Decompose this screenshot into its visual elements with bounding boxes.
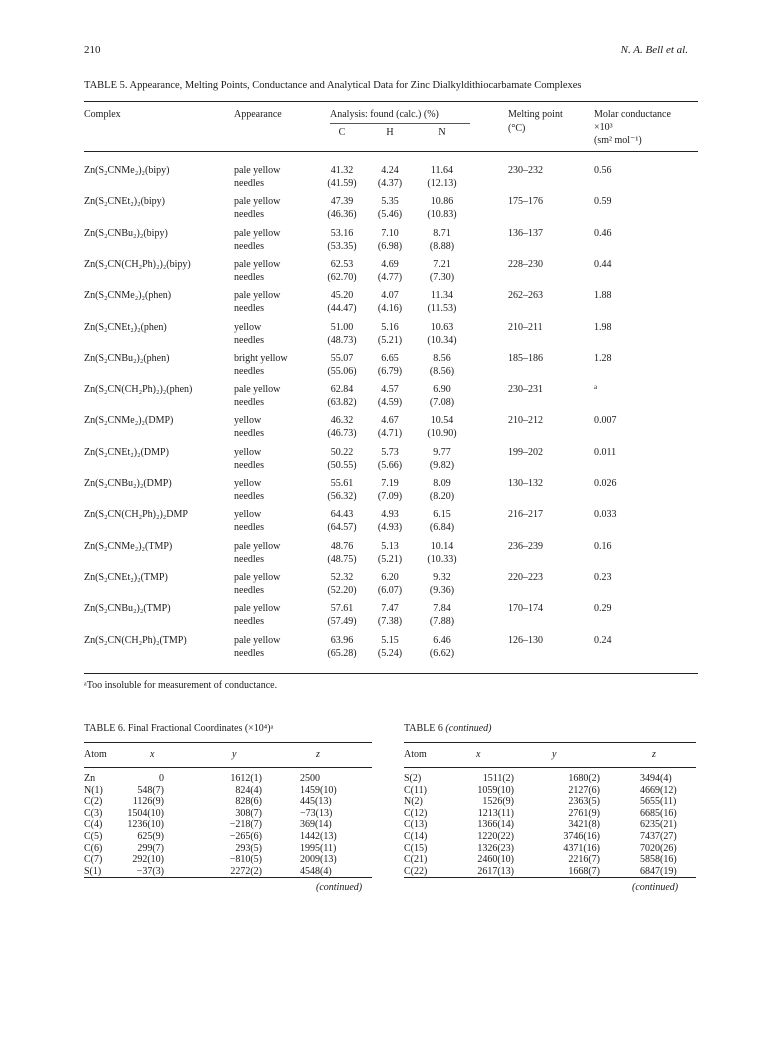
carbon-calc: (64.57) bbox=[327, 522, 357, 534]
atom-label: C(2) bbox=[84, 796, 103, 808]
nitrogen-found: 11.34 bbox=[430, 290, 454, 302]
table5-bottom-rule bbox=[84, 673, 698, 674]
molar-conductance: 0.026 bbox=[594, 478, 617, 489]
appearance-form: needles bbox=[234, 616, 264, 628]
atom-label: C(11) bbox=[404, 784, 427, 796]
table5-header-n: N bbox=[438, 127, 446, 138]
nitrogen-found: 6.46 bbox=[433, 634, 451, 646]
nitrogen-calc: (7.30) bbox=[429, 271, 455, 283]
table5-analysis-rule bbox=[330, 123, 470, 124]
melting-point: 175–176 bbox=[508, 196, 543, 208]
table5-header-analysis: Analysis: found (calc.) (%) bbox=[330, 109, 439, 120]
coord-x: 1526(9) bbox=[482, 796, 514, 808]
complex-name: Zn(S₂CNBu₂)₂(DMP) bbox=[84, 478, 172, 489]
coord-z: 6685(16) bbox=[640, 807, 677, 819]
table5-header-molar-conductance: Molar conductance bbox=[594, 109, 671, 120]
appearance-form: needles bbox=[234, 271, 264, 283]
table6-right-header-rule bbox=[404, 767, 696, 768]
nitrogen-found: 6.90 bbox=[433, 384, 451, 396]
molar-conductance: 1.28 bbox=[594, 352, 612, 364]
carbon-found: 45.20 bbox=[330, 290, 354, 302]
coord-y: 1612(1) bbox=[230, 773, 262, 784]
appearance-color: yellow bbox=[234, 509, 262, 521]
melting-point: 126–130 bbox=[508, 634, 543, 646]
coord-y: 1680(2) bbox=[568, 773, 600, 784]
carbon-calc: (57.49) bbox=[327, 616, 357, 628]
carbon-calc: (48.75) bbox=[327, 553, 357, 565]
table6-left-top-rule bbox=[84, 742, 372, 743]
coord-x: 1236(10) bbox=[127, 819, 164, 831]
appearance-form: needles bbox=[234, 491, 264, 502]
coord-z: 6235(21) bbox=[640, 819, 677, 831]
complex-name: Zn(S₂CNBu₂)₂(bipy) bbox=[84, 227, 168, 239]
appearance-color: pale yellow bbox=[234, 290, 281, 302]
hydrogen-found: 6.65 bbox=[381, 352, 399, 364]
hydrogen-found: 6.20 bbox=[381, 571, 399, 583]
carbon-found: 62.84 bbox=[330, 384, 354, 396]
table5-header-molar-unit: (sm² mol⁻¹) bbox=[594, 135, 642, 146]
coord-z: 369(14) bbox=[300, 819, 332, 831]
nitrogen-calc: (10.34) bbox=[427, 334, 457, 346]
hydrogen-found: 4.24 bbox=[381, 165, 399, 176]
nitrogen-calc: (10.83) bbox=[427, 209, 457, 221]
coord-z: 4548(4) bbox=[300, 865, 332, 877]
coord-z: 7020(26) bbox=[640, 842, 677, 854]
coord-x: 292(10) bbox=[132, 854, 164, 866]
melting-point: 136–137 bbox=[508, 227, 543, 239]
melting-point: 262–263 bbox=[508, 290, 543, 302]
melting-point: 185–186 bbox=[508, 352, 543, 364]
atom-label: C(3) bbox=[84, 807, 103, 819]
carbon-calc: (52.20) bbox=[327, 584, 357, 596]
nitrogen-calc: (9.36) bbox=[429, 584, 455, 596]
hydrogen-calc: (4.77) bbox=[377, 271, 403, 283]
coord-x: 1504(10) bbox=[127, 807, 164, 819]
complex-name: Zn(S₂CNEt₂)₂(TMP) bbox=[84, 571, 168, 583]
nitrogen-calc: (10.90) bbox=[427, 428, 457, 440]
appearance-color: pale yellow bbox=[234, 258, 281, 270]
carbon-calc: (62.70) bbox=[327, 271, 357, 283]
atom-label: C(15) bbox=[404, 842, 428, 854]
melting-point: 130–132 bbox=[508, 478, 543, 489]
carbon-calc: (63.82) bbox=[327, 397, 357, 409]
nitrogen-found: 7.84 bbox=[433, 603, 451, 615]
table6-left-continued: (continued) bbox=[316, 882, 363, 893]
molar-conductance: 1.88 bbox=[594, 290, 612, 302]
coord-y: 2761(9) bbox=[568, 807, 600, 819]
atom-label: C(12) bbox=[404, 807, 428, 819]
melting-point: 199–202 bbox=[508, 446, 543, 458]
nitrogen-found: 7.21 bbox=[433, 258, 451, 270]
carbon-found: 41.32 bbox=[330, 165, 354, 176]
atom-label: S(1) bbox=[84, 865, 102, 877]
table5-header-mp-unit: (°C) bbox=[508, 123, 526, 134]
carbon-found: 53.16 bbox=[330, 227, 354, 239]
melting-point: 230–231 bbox=[508, 384, 543, 396]
nitrogen-found: 10.14 bbox=[430, 540, 454, 552]
melting-point: 170–174 bbox=[508, 603, 543, 615]
complex-name: Zn(S₂CN(CH₂Ph)₂)₂(bipy) bbox=[84, 258, 191, 270]
table6-right-bottom-rule bbox=[404, 877, 696, 878]
carbon-calc: (53.35) bbox=[327, 240, 357, 252]
table6-left-header-z: z bbox=[316, 749, 320, 760]
nitrogen-found: 10.86 bbox=[430, 196, 454, 208]
carbon-found: 55.07 bbox=[330, 352, 354, 364]
carbon-calc: (48.73) bbox=[327, 334, 357, 346]
atom-label: C(7) bbox=[84, 854, 103, 866]
nitrogen-found: 8.09 bbox=[433, 478, 451, 489]
coord-x: 1366(14) bbox=[477, 819, 514, 831]
appearance-form: needles bbox=[234, 647, 264, 659]
appearance-color: bright yellow bbox=[234, 352, 288, 364]
coord-x: 1326(23) bbox=[477, 842, 514, 854]
coord-z: 445(13) bbox=[300, 796, 332, 808]
atom-label: C(5) bbox=[84, 831, 103, 842]
hydrogen-calc: (7.38) bbox=[377, 616, 403, 628]
nitrogen-calc: (7.08) bbox=[429, 397, 455, 409]
coord-z: 5858(16) bbox=[640, 854, 677, 866]
carbon-found: 63.96 bbox=[330, 634, 354, 646]
hydrogen-found: 4.57 bbox=[381, 384, 399, 396]
hydrogen-calc: (4.16) bbox=[377, 303, 403, 315]
table6-left-header-atom: Atom bbox=[84, 749, 107, 760]
coord-y: 293(5) bbox=[235, 842, 262, 854]
nitrogen-found: 9.32 bbox=[433, 571, 451, 583]
coord-z: 1442(13) bbox=[300, 831, 337, 842]
hydrogen-calc: (7.09) bbox=[377, 491, 403, 502]
table6-right-header-x: x bbox=[476, 749, 481, 760]
table6-cont-caption-note: (continued) bbox=[445, 723, 492, 734]
appearance-color: pale yellow bbox=[234, 227, 281, 239]
hydrogen-found: 4.93 bbox=[381, 509, 399, 521]
coord-y: 308(7) bbox=[235, 807, 262, 819]
coord-x: 548(7) bbox=[137, 784, 164, 796]
carbon-found: 55.61 bbox=[330, 478, 354, 489]
appearance-form: needles bbox=[234, 584, 264, 596]
carbon-found: 64.43 bbox=[330, 509, 354, 521]
melting-point: 228–230 bbox=[508, 258, 543, 270]
complex-name: Zn(S₂CN(CH₂Ph)₂)₂DMP bbox=[84, 509, 188, 521]
hydrogen-calc: (5.46) bbox=[377, 209, 403, 221]
appearance-form: needles bbox=[234, 522, 264, 534]
appearance-form: needles bbox=[234, 553, 264, 565]
coord-y: 2216(7) bbox=[568, 854, 600, 866]
carbon-found: 62.53 bbox=[330, 258, 354, 270]
hydrogen-calc: (6.79) bbox=[377, 365, 403, 377]
molar-conductance: 0.033 bbox=[594, 509, 617, 521]
table5-header-complex: Complex bbox=[84, 109, 121, 120]
coord-y: 3746(16) bbox=[563, 831, 600, 842]
molar-conductance: 0.29 bbox=[594, 603, 612, 615]
appearance-form: needles bbox=[234, 365, 264, 377]
hydrogen-found: 5.73 bbox=[381, 446, 399, 458]
nitrogen-found: 6.15 bbox=[433, 509, 451, 521]
carbon-calc: (46.36) bbox=[327, 209, 357, 221]
coord-y: 2127(6) bbox=[568, 784, 600, 796]
atom-label: N(1) bbox=[84, 784, 103, 796]
coord-x: 299(7) bbox=[137, 842, 164, 854]
nitrogen-calc: (11.53) bbox=[427, 303, 457, 315]
hydrogen-found: 7.47 bbox=[381, 603, 399, 615]
nitrogen-calc: (8.20) bbox=[429, 491, 455, 502]
carbon-calc: (50.55) bbox=[327, 459, 357, 471]
carbon-calc: (46.73) bbox=[327, 428, 357, 440]
coord-z: 5655(11) bbox=[640, 796, 677, 808]
table6-right-header-atom: Atom bbox=[404, 749, 427, 760]
coord-z: 2500 bbox=[300, 773, 320, 784]
complex-name: Zn(S₂CNMe₂)₂(bipy) bbox=[84, 165, 170, 176]
hydrogen-calc: (5.21) bbox=[377, 334, 403, 346]
hydrogen-found: 4.69 bbox=[381, 258, 399, 270]
hydrogen-found: 5.15 bbox=[381, 634, 399, 646]
table6-left-header-x: x bbox=[150, 749, 155, 760]
coord-x: 0 bbox=[159, 773, 164, 784]
molar-conductance: 0.59 bbox=[594, 196, 612, 208]
coord-z: 4669(12) bbox=[640, 784, 677, 796]
hydrogen-calc: (5.66) bbox=[377, 459, 403, 471]
table6-right-continued: (continued) bbox=[632, 882, 679, 893]
carbon-found: 48.76 bbox=[330, 540, 354, 552]
table5-header-h: H bbox=[386, 127, 394, 138]
complex-name: Zn(S₂CNBu₂)₂(phen) bbox=[84, 352, 170, 364]
appearance-color: pale yellow bbox=[234, 165, 281, 176]
melting-point: 230–232 bbox=[508, 165, 543, 176]
table5-footnote: ᵃToo insoluble for measurement of conductance. bbox=[84, 680, 278, 691]
appearance-form: needles bbox=[234, 178, 264, 189]
complex-name: Zn(S₂CNEt₂)₂(bipy) bbox=[84, 196, 166, 208]
atom-label: S(2) bbox=[404, 773, 422, 784]
table5-header-bottom-rule bbox=[84, 151, 698, 152]
hydrogen-found: 4.67 bbox=[381, 415, 399, 427]
table6-cont-caption bbox=[404, 723, 492, 734]
molar-conductance: 0.23 bbox=[594, 571, 612, 583]
molar-conductance: 0.011 bbox=[594, 446, 617, 458]
nitrogen-found: 10.54 bbox=[430, 415, 454, 427]
appearance-form: needles bbox=[234, 459, 264, 471]
table6-caption: TABLE 6. Final Fractional Coordinates (×10⁴)ᵃ bbox=[84, 723, 274, 734]
table6-left-header-rule bbox=[84, 767, 372, 768]
coord-x: 1059(10) bbox=[477, 784, 514, 796]
table6-cont-caption-text: TABLE 6 bbox=[404, 723, 443, 734]
coord-z: 1995(11) bbox=[300, 842, 337, 854]
appearance-color: pale yellow bbox=[234, 540, 281, 552]
melting-point: 216–217 bbox=[508, 509, 543, 521]
nitrogen-found: 11.64 bbox=[430, 165, 454, 176]
hydrogen-found: 7.19 bbox=[381, 478, 399, 489]
atom-label: C(22) bbox=[404, 865, 428, 877]
coord-z: 6847(19) bbox=[640, 865, 677, 877]
hydrogen-calc: (5.24) bbox=[377, 647, 403, 659]
nitrogen-calc: (12.13) bbox=[427, 178, 457, 189]
complex-name: Zn(S₂CNEt₂)₂(DMP) bbox=[84, 446, 169, 458]
table6-left-bottom-rule bbox=[84, 877, 372, 878]
appearance-color: yellow bbox=[234, 415, 262, 427]
table5-caption: TABLE 5. Appearance, Melting Points, Conductance and Analytical Data for Zinc Dialkyldithiocarbamate Complexes bbox=[84, 80, 582, 91]
hydrogen-found: 5.16 bbox=[381, 321, 399, 333]
atom-label: N(2) bbox=[404, 796, 423, 808]
coord-x: 1220(22) bbox=[477, 831, 514, 842]
coord-y: −265(6) bbox=[229, 831, 262, 842]
hydrogen-calc: (4.59) bbox=[377, 397, 403, 409]
atom-label: C(6) bbox=[84, 842, 103, 854]
coord-z: 1459(10) bbox=[300, 784, 337, 796]
appearance-form: needles bbox=[234, 209, 264, 221]
table6-right-header-z: z bbox=[652, 749, 656, 760]
nitrogen-calc: (6.62) bbox=[429, 647, 455, 659]
complex-name: Zn(S₂CN(CH₂Ph)₂)₂(phen) bbox=[84, 384, 193, 396]
appearance-color: pale yellow bbox=[234, 603, 281, 615]
coord-z: 3494(4) bbox=[640, 773, 672, 784]
hydrogen-calc: (4.37) bbox=[377, 178, 403, 189]
nitrogen-calc: (10.33) bbox=[427, 553, 457, 565]
carbon-calc: (41.59) bbox=[327, 178, 357, 189]
appearance-color: pale yellow bbox=[234, 571, 281, 583]
appearance-form: needles bbox=[234, 334, 264, 346]
nitrogen-calc: (8.56) bbox=[429, 365, 455, 377]
molar-conductance: 0.56 bbox=[594, 165, 612, 176]
hydrogen-calc: (5.21) bbox=[377, 553, 403, 565]
carbon-found: 57.61 bbox=[330, 603, 354, 615]
nitrogen-calc: (7.88) bbox=[429, 616, 455, 628]
table5-top-rule bbox=[84, 101, 698, 102]
coord-x: 2460(10) bbox=[477, 854, 514, 866]
nitrogen-found: 9.77 bbox=[433, 446, 451, 458]
complex-name: Zn(S₂CNEt₂)₂(phen) bbox=[84, 321, 167, 333]
table5-header-melting-point: Melting point bbox=[508, 109, 563, 120]
table6-right-top-rule bbox=[404, 742, 696, 743]
carbon-found: 52.32 bbox=[330, 571, 354, 583]
appearance-color: yellow bbox=[234, 478, 262, 489]
complex-name: Zn(S₂CNMe₂)₂(DMP) bbox=[84, 415, 174, 427]
molar-conductance: 1.98 bbox=[594, 321, 612, 333]
atom-label: C(13) bbox=[404, 819, 428, 831]
nitrogen-calc: (6.84) bbox=[429, 522, 455, 534]
coord-y: 2363(5) bbox=[568, 796, 600, 808]
complex-name: Zn(S₂CNMe₂)₂(TMP) bbox=[84, 540, 173, 552]
coord-z: 2009(13) bbox=[300, 854, 337, 866]
coord-z: 7437(27) bbox=[640, 831, 677, 842]
molar-conductance: 0.007 bbox=[594, 415, 617, 427]
table5-header-appearance: Appearance bbox=[234, 109, 282, 120]
atom-label: C(14) bbox=[404, 831, 428, 842]
appearance-color: pale yellow bbox=[234, 384, 281, 396]
melting-point: 220–223 bbox=[508, 571, 543, 583]
molar-conductance: 0.46 bbox=[594, 227, 612, 239]
appearance-color: yellow bbox=[234, 321, 262, 333]
coord-y: 824(4) bbox=[235, 784, 262, 796]
melting-point: 236–239 bbox=[508, 540, 543, 552]
coord-x: 1126(9) bbox=[132, 796, 164, 808]
melting-point: 210–212 bbox=[508, 415, 543, 427]
carbon-found: 47.39 bbox=[330, 196, 354, 208]
coord-z: −73(13) bbox=[300, 807, 333, 819]
coord-x: 1511(2) bbox=[482, 773, 514, 784]
appearance-form: needles bbox=[234, 397, 264, 409]
molar-conductance: 0.24 bbox=[594, 634, 612, 646]
carbon-calc: (55.06) bbox=[327, 365, 357, 377]
nitrogen-calc: (9.82) bbox=[429, 459, 455, 471]
coord-y: 3421(8) bbox=[568, 819, 600, 831]
table5-header-c: C bbox=[338, 127, 346, 138]
table6-right-header-y: y bbox=[552, 749, 557, 760]
carbon-calc: (65.28) bbox=[327, 647, 357, 659]
coord-y: 828(6) bbox=[235, 796, 262, 808]
atom-label: C(4) bbox=[84, 819, 103, 831]
coord-x: 625(9) bbox=[137, 831, 164, 842]
atom-label: Zn bbox=[84, 773, 96, 784]
hydrogen-found: 7.10 bbox=[381, 227, 399, 239]
nitrogen-calc: (8.88) bbox=[429, 240, 455, 252]
complex-name: Zn(S₂CNBu₂)₂(TMP) bbox=[84, 603, 171, 615]
nitrogen-found: 8.71 bbox=[433, 227, 451, 239]
complex-name: Zn(S₂CN(CH₂Ph)₂(TMP) bbox=[84, 634, 187, 646]
coord-x: 1213(11) bbox=[477, 807, 514, 819]
page-number: 210 bbox=[84, 44, 101, 56]
appearance-form: needles bbox=[234, 428, 264, 440]
table6-left-header-y: y bbox=[232, 749, 237, 760]
appearance-color: pale yellow bbox=[234, 196, 281, 208]
hydrogen-calc: (6.98) bbox=[377, 240, 403, 252]
carbon-calc: (44.47) bbox=[327, 303, 357, 315]
nitrogen-found: 10.63 bbox=[430, 321, 454, 333]
carbon-calc: (56.32) bbox=[327, 491, 357, 502]
carbon-found: 50.22 bbox=[330, 446, 354, 458]
running-head-authors: N. A. Bell et al. bbox=[620, 44, 688, 56]
carbon-found: 46.32 bbox=[330, 415, 354, 427]
nitrogen-found: 8.56 bbox=[433, 352, 451, 364]
hydrogen-found: 5.13 bbox=[381, 540, 399, 552]
coord-y: −218(7) bbox=[229, 819, 262, 831]
complex-name: Zn(S₂CNMe₂)₂(phen) bbox=[84, 290, 172, 302]
atom-label: C(21) bbox=[404, 854, 428, 866]
appearance-color: pale yellow bbox=[234, 634, 281, 646]
coord-y: 2272(2) bbox=[230, 865, 262, 877]
coord-x: 2617(13) bbox=[477, 865, 514, 877]
hydrogen-calc: (4.71) bbox=[377, 428, 403, 440]
coord-y: 1668(7) bbox=[568, 865, 600, 877]
melting-point: 210–211 bbox=[508, 321, 543, 333]
hydrogen-calc: (6.07) bbox=[377, 584, 403, 596]
molar-conductance: 0.16 bbox=[594, 540, 612, 552]
coord-x: −37(3) bbox=[136, 865, 164, 877]
molar-conductance: 0.44 bbox=[594, 258, 612, 270]
molar-conductance: a bbox=[594, 383, 598, 392]
coord-y: 4371(16) bbox=[563, 842, 600, 854]
appearance-form: needles bbox=[234, 303, 264, 315]
carbon-found: 51.00 bbox=[330, 321, 354, 333]
coord-y: −810(5) bbox=[229, 854, 262, 866]
table5-header-molar-scale: ×10³ bbox=[594, 122, 613, 133]
hydrogen-calc: (4.93) bbox=[377, 522, 403, 534]
hydrogen-found: 5.35 bbox=[381, 196, 399, 208]
hydrogen-found: 4.07 bbox=[381, 290, 399, 302]
appearance-color: yellow bbox=[234, 446, 262, 458]
appearance-form: needles bbox=[234, 240, 264, 252]
